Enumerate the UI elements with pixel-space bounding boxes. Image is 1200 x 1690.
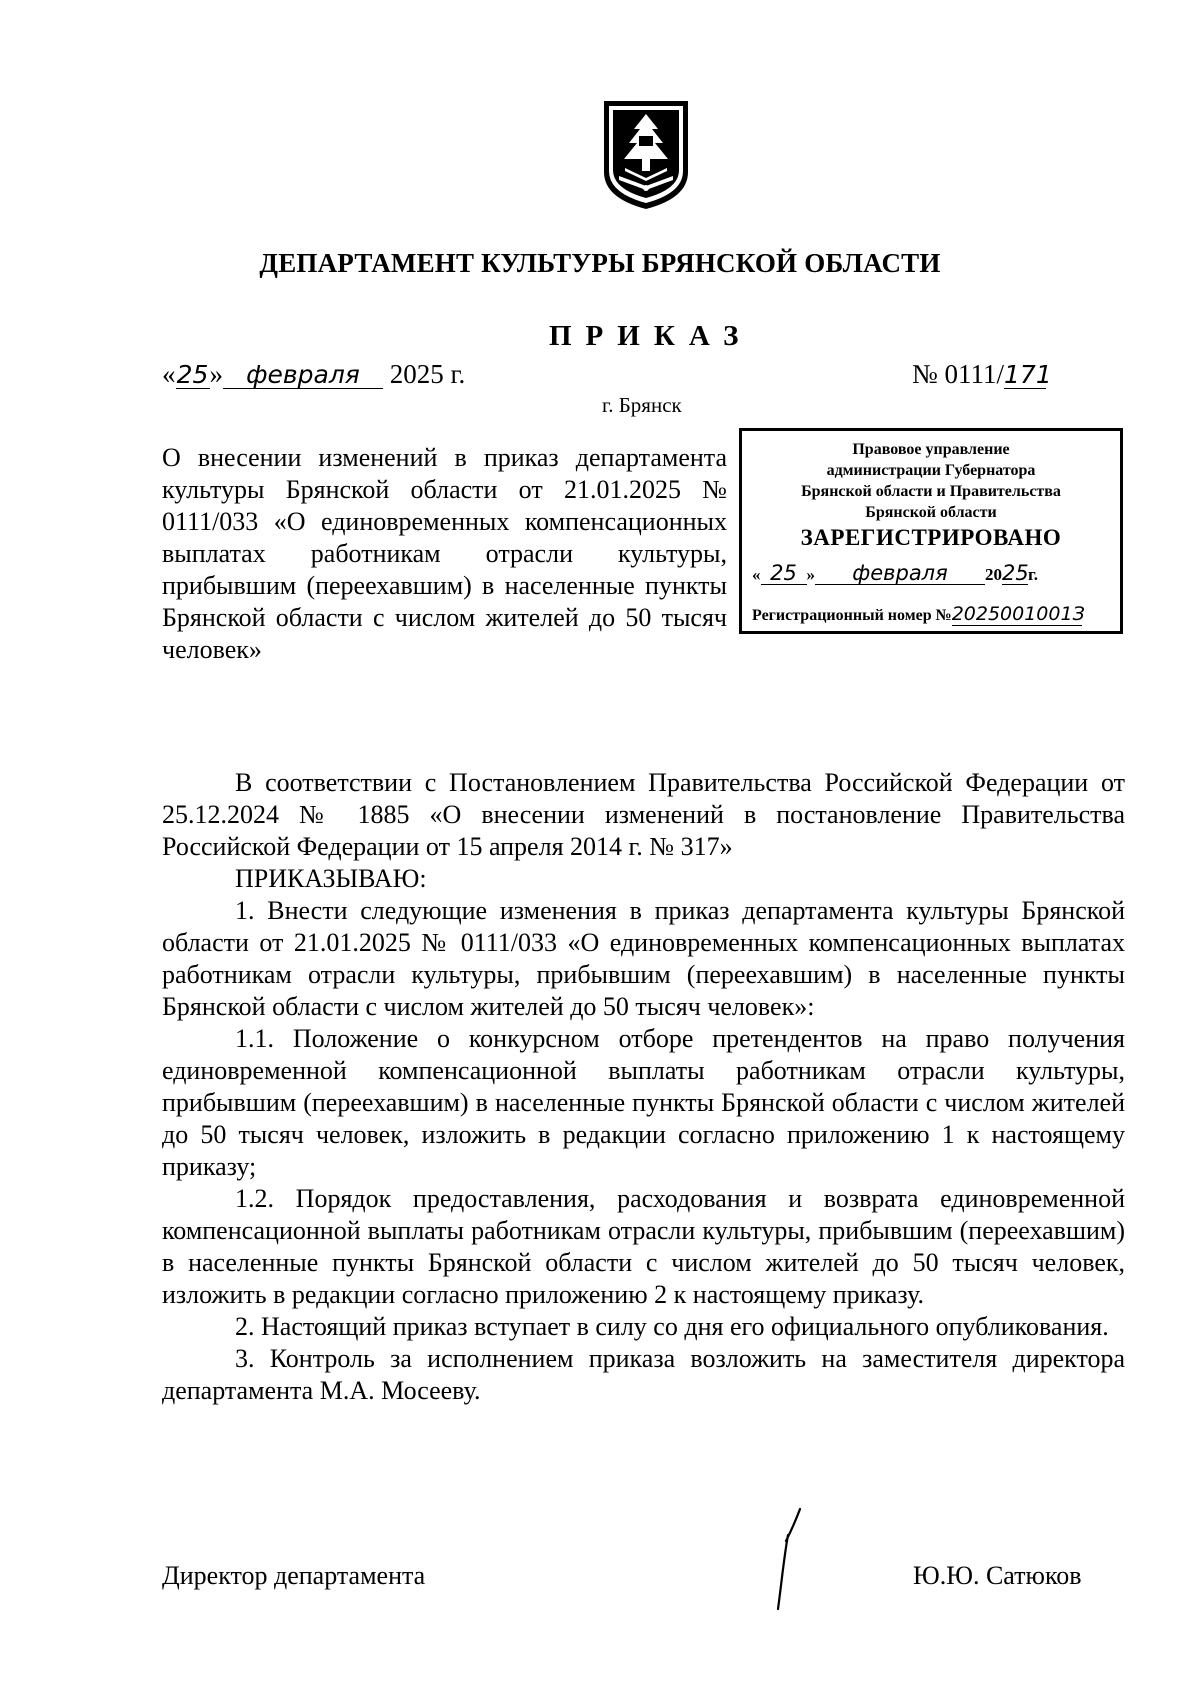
order-number-handwritten: 171	[1004, 360, 1052, 389]
stamp-date-open-quote: «	[752, 565, 761, 584]
signature-icon	[760, 1505, 820, 1615]
order-number	[912, 359, 1052, 390]
stamp-day-handwritten: 25	[761, 562, 807, 585]
body-paragraph: 1. Внести следующие изменения в приказ департамента культуры Брянской области от 21.01.2025 № 0111/033 «О единовременных компенсационных выплатах работникам отрасли культуры, прибывшим (переехавшим) в населенные пункты Брянской области с числом жителей до 50 тысяч человек»:	[162, 896, 1125, 1021]
stamp-org-line: Брянской области и Правительства	[801, 483, 1061, 500]
order-number-prefix: № 0111/	[912, 359, 1005, 389]
department-title: ДЕПАРТАМЕНТ КУЛЬТУРЫ БРЯНСКОЙ ОБЛАСТИ	[259, 248, 941, 278]
stamp-organization	[742, 439, 1120, 523]
date-day-handwritten: 25	[176, 360, 209, 389]
city: г. Брянск	[602, 393, 682, 417]
stamp-reg-label: Регистрационный номер №	[752, 607, 952, 624]
coat-of-arms-icon	[601, 98, 691, 212]
body-paragraph-directive: ПРИКАЗЫВАЮ:	[235, 864, 427, 893]
body-paragraph: 1.1. Положение о конкурсном отборе претендентов на право получения единовременной компенсационной выплаты работникам отрасли культуры, прибывшим (переехавшим) в населенные пункты Брянской области с числом жителей до 50 тысяч человек, изложить в редакции согласно приложению 1 к настоящему приказу;	[162, 1024, 1125, 1181]
stamp-year-unit: г.	[1028, 565, 1039, 584]
body-paragraph: 3. Контроль за исполнением приказа возложить на заместителя директора департамента М.А. Мосееву.	[162, 1344, 1125, 1405]
body-paragraph: 1.2. Порядок предоставления, расходования и возврата единовременной компенсационной выплаты работникам отрасли культуры, прибывшим (переехавшим) в населенные пункты Брянской области с числом жителей до 50 тысяч человек, изложить в редакции согласно приложению 2 к настоящему приказу.	[162, 1184, 1125, 1309]
stamp-reg-number-handwritten: 2025001001З	[951, 603, 1085, 625]
signatory-name: Ю.Ю. Сатюков	[913, 1561, 1082, 1590]
order-subject: О внесении изменений в приказ департамента культуры Брянской области от 21.01.2025 № 0111/033 «О единовременных компенсационных выплатах работникам отрасли культуры, прибывшим (переехавшим) в населенные пункты Брянской области с числом жителей до 50 тысяч человек»	[162, 443, 727, 664]
stamp-year-prefix: 20	[985, 565, 1002, 584]
stamp-org-line: администрации Губернатора	[826, 462, 1036, 479]
order-date	[162, 359, 465, 390]
date-close-quote: »	[209, 359, 223, 389]
stamp-date	[752, 562, 1112, 585]
registration-stamp	[739, 428, 1123, 634]
document-type-title: ПРИКАЗ	[549, 320, 753, 352]
stamp-month-handwritten: февраля	[815, 562, 985, 585]
date-month-handwritten: февраля	[223, 362, 383, 389]
order-body	[162, 767, 1125, 1407]
date-open-quote: «	[162, 359, 176, 389]
body-paragraph: 2. Настоящий приказ вступает в силу со дня его официального опубликования.	[235, 1312, 1109, 1341]
stamp-status: ЗАРЕГИСТРИРОВАНО	[800, 525, 1062, 550]
stamp-year-handwritten: 25	[1002, 561, 1029, 585]
stamp-org-line: Правовое управление	[852, 441, 1010, 458]
stamp-org-line: Брянской области	[865, 504, 997, 521]
body-paragraph: В соответствии с Постановлением Правительства Российской Федерации от 25.12.2024 № 1885 «О внесении изменений в постановление Правительства Российской Федерации от 15 апреля 2014 г. № 317»	[162, 768, 1125, 861]
signatory-role: Директор департамента	[162, 1561, 426, 1590]
date-year: 2025 г.	[389, 359, 466, 389]
stamp-date-separator: »	[806, 565, 815, 584]
stamp-registration-number	[752, 603, 1120, 626]
